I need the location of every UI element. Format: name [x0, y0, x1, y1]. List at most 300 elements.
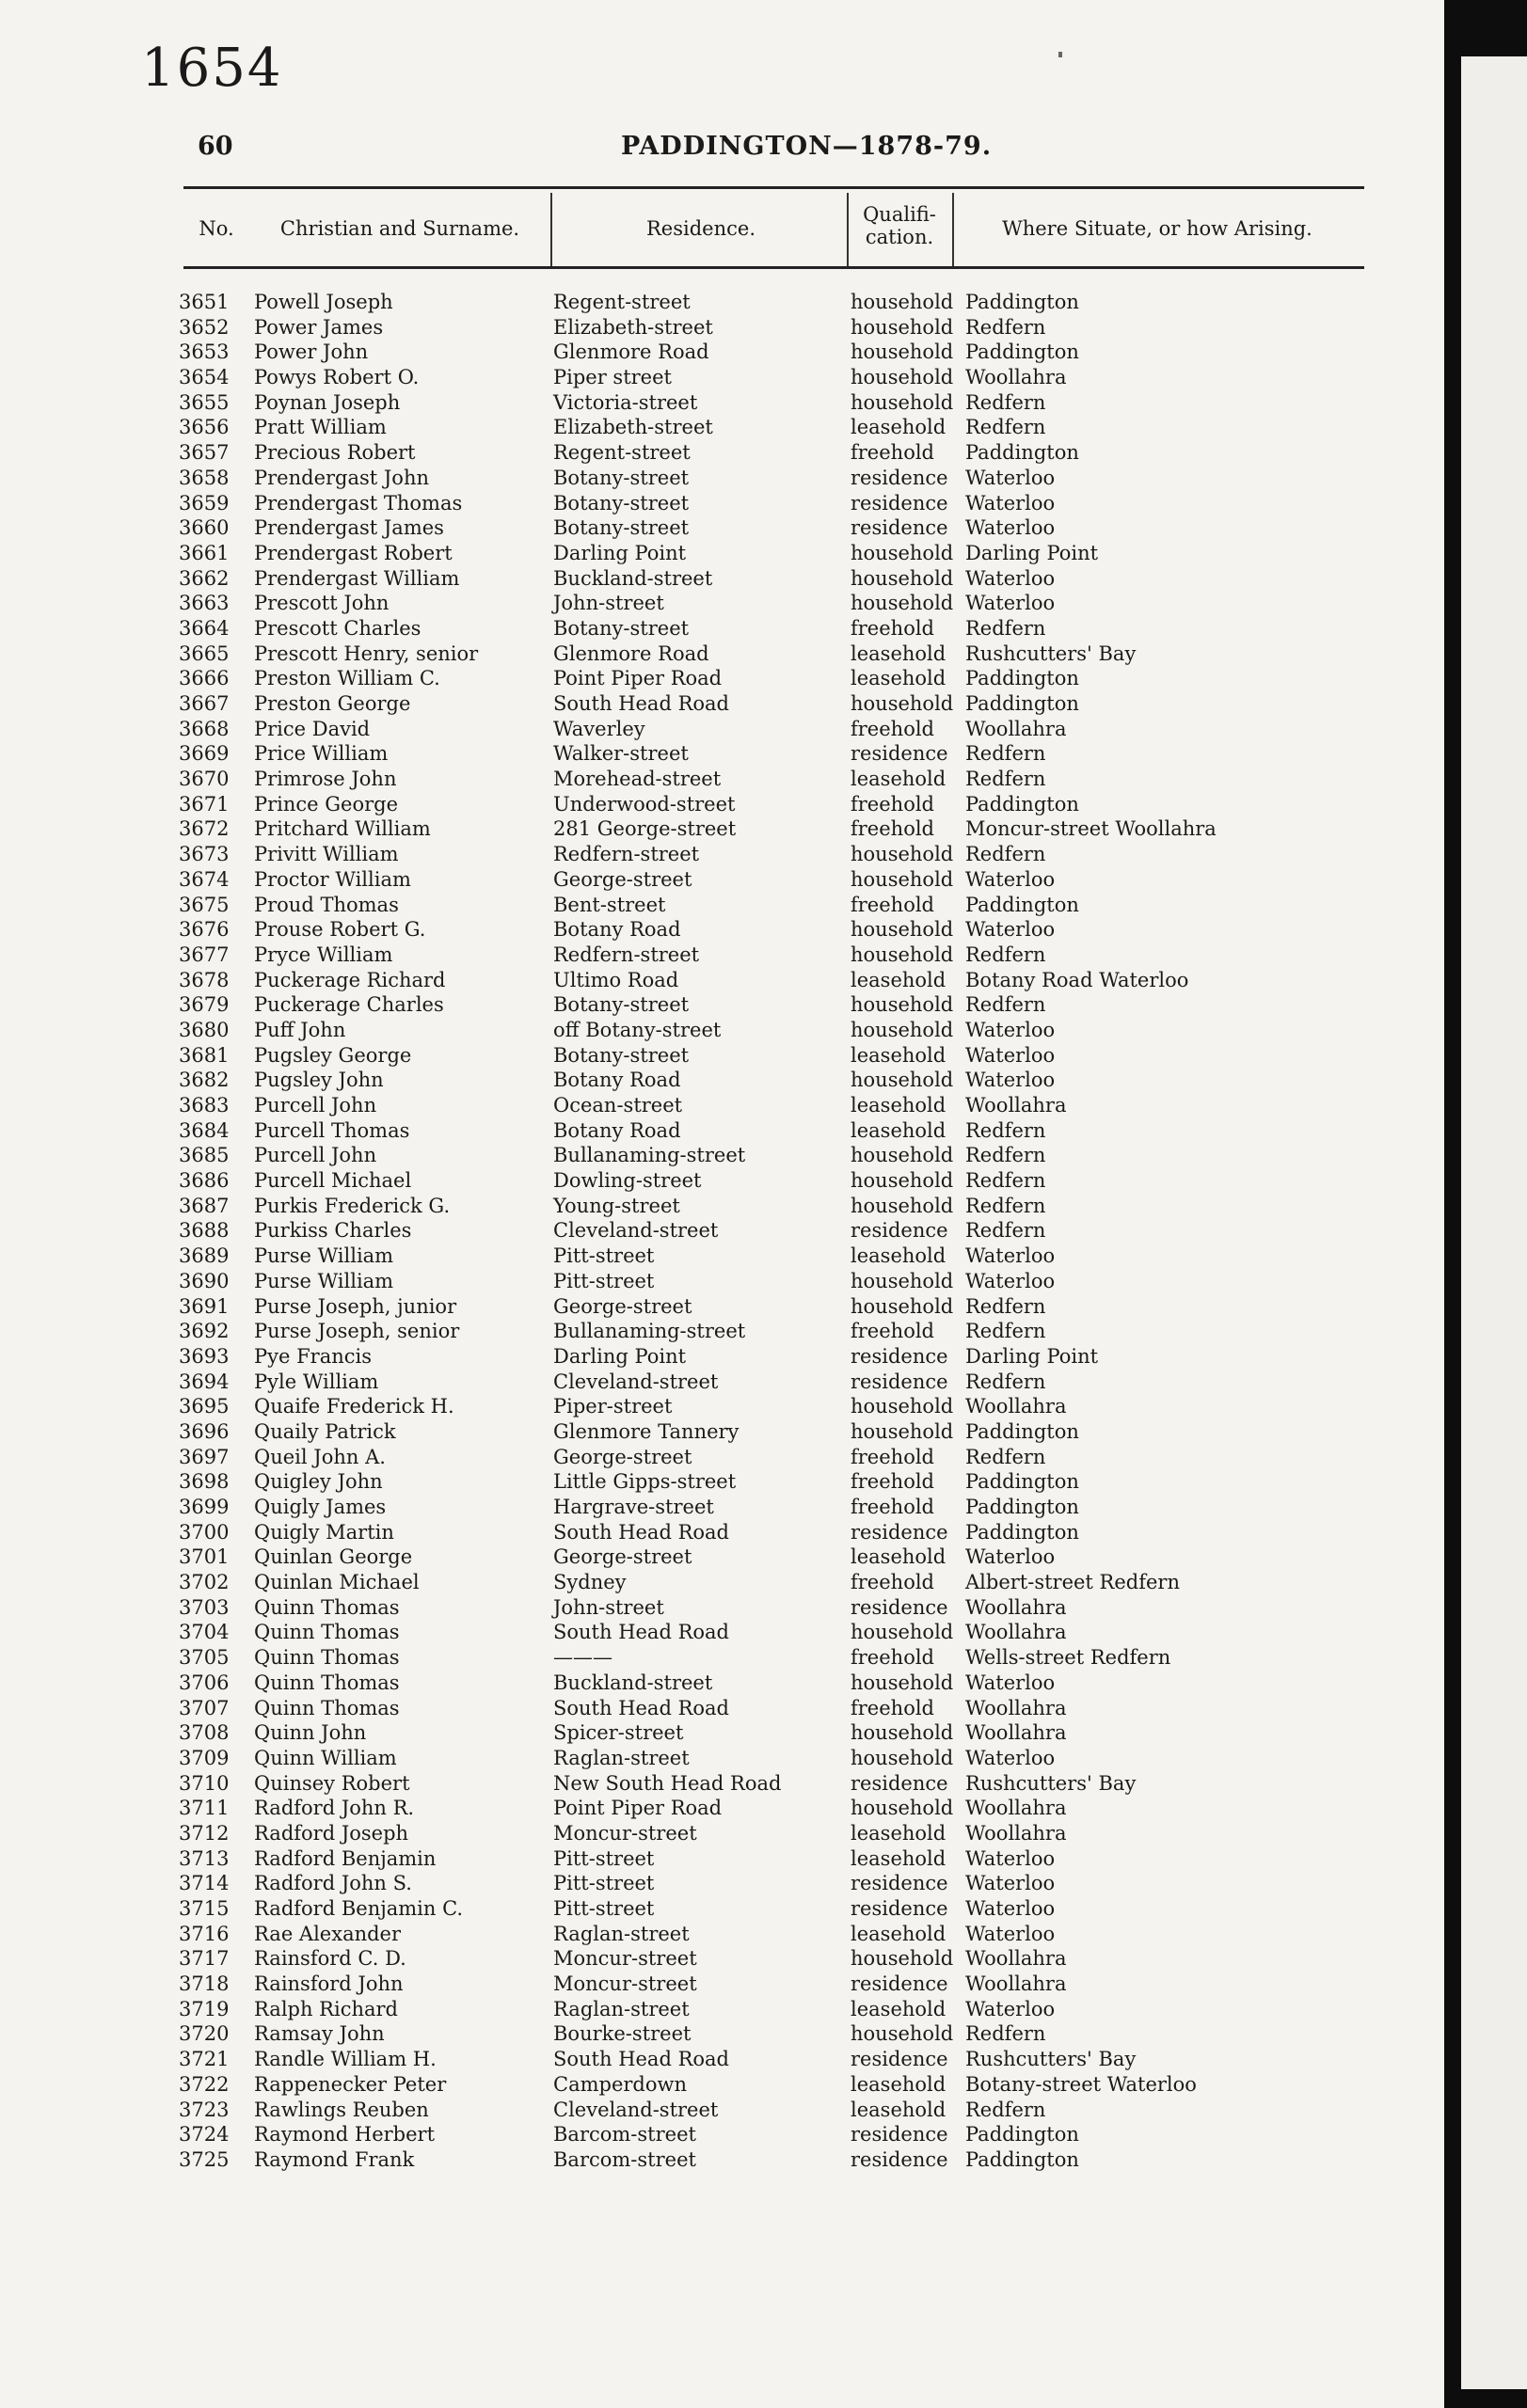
table-row [0, 1294, 1444, 1320]
entry-qualification: freehold [851, 717, 934, 740]
entry-number: 3685 [179, 1144, 230, 1167]
entry-qualification: household [851, 943, 954, 966]
entry-number: 3675 [179, 893, 230, 916]
entry-where: Woollahra [965, 1395, 1067, 1418]
entry-number: 3715 [179, 1897, 230, 1920]
entry-name: Prince George [254, 792, 399, 816]
entry-qualification: residence [851, 491, 948, 515]
adjacent-page [1461, 56, 1527, 2389]
entry-number: 3689 [179, 1244, 230, 1268]
entry-name: Pugsley George [254, 1043, 412, 1067]
entry-name: Proud Thomas [254, 893, 399, 916]
table-row [0, 2072, 1444, 2098]
entry-residence: South Head Road [553, 1520, 729, 1544]
entry-where: Waterloo [965, 516, 1056, 540]
entry-name: Quinn Thomas [254, 1595, 400, 1619]
entry-number: 3660 [179, 516, 230, 540]
entry-name: Prouse Robert G. [254, 918, 426, 942]
entry-residence: Glenmore Road [553, 642, 709, 665]
table-row [0, 1194, 1444, 1219]
entry-name: Raymond Frank [254, 2147, 415, 2171]
entry-qualification: household [851, 867, 954, 891]
table-row [0, 2098, 1444, 2123]
entry-qualification: household [851, 1194, 954, 1217]
table-row [0, 2021, 1444, 2047]
table-row [0, 1896, 1444, 1922]
entry-name: Purse Joseph, junior [254, 1294, 457, 1318]
table-row [0, 842, 1444, 867]
entry-residence: South Head Road [553, 2048, 729, 2071]
entry-name: Puckerage Charles [254, 993, 444, 1017]
entry-qualification: household [851, 692, 954, 715]
entry-name: Rae Alexander [254, 1922, 402, 1945]
entry-name: Purcell Michael [254, 1169, 412, 1193]
entry-number: 3690 [179, 1269, 230, 1292]
entry-qualification: freehold [851, 792, 934, 816]
entry-name: Purkiss Charles [254, 1219, 412, 1243]
entry-name: Preston William C. [254, 667, 440, 690]
table-row [0, 415, 1444, 440]
entry-qualification: household [851, 1169, 954, 1193]
entry-name: Pritchard William [254, 817, 431, 841]
entry-residence: Raglan-street [553, 1997, 690, 2020]
table-row [0, 917, 1444, 943]
entry-residence: Regent-street [553, 441, 691, 465]
entry-number: 3712 [179, 1821, 230, 1845]
header-name: Christian and Surname. [279, 217, 520, 240]
entry-name: Radford Joseph [254, 1821, 409, 1845]
table-row [0, 1645, 1444, 1671]
entry-number: 3674 [179, 867, 230, 891]
entry-where: Waterloo [965, 1671, 1056, 1694]
entry-residence: Point Piper Road [553, 667, 723, 690]
entry-number: 3708 [179, 1721, 230, 1745]
entry-qualification: leasehold [851, 1997, 946, 2020]
entry-qualification: household [851, 315, 954, 339]
entry-where: Redfern [965, 1169, 1046, 1193]
entry-name: Prendergast John [254, 466, 429, 489]
entry-number: 3667 [179, 692, 230, 715]
table-row [0, 792, 1444, 817]
entry-qualification: leasehold [851, 768, 946, 791]
entry-qualification: freehold [851, 616, 934, 640]
entry-where: Waterloo [965, 566, 1056, 590]
entry-qualification: household [851, 541, 954, 564]
entry-name: Precious Robert [254, 441, 416, 465]
entry-qualification: residence [851, 1219, 948, 1243]
entry-where: Botany Road Waterloo [965, 968, 1189, 991]
entry-residence: Bullanaming-street [553, 1320, 746, 1343]
table-row [0, 365, 1444, 390]
entry-qualification: household [851, 592, 954, 615]
entry-residence: Sydney [553, 1571, 627, 1594]
entry-where: Woollahra [965, 1094, 1067, 1117]
entry-name: Preston George [254, 692, 411, 715]
table-row [0, 1093, 1444, 1118]
entry-residence: Underwood-street [553, 792, 736, 816]
entry-name: Pryce William [254, 943, 393, 966]
entry-where: Redfern [965, 1144, 1046, 1167]
entry-number: 3659 [179, 491, 230, 515]
entry-residence: South Head Road [553, 1696, 729, 1719]
entry-number: 3679 [179, 993, 230, 1017]
entry-number: 3658 [179, 466, 230, 489]
entry-qualification: household [851, 918, 954, 942]
entry-where: Redfern [965, 768, 1046, 791]
entry-qualification: household [851, 1395, 954, 1418]
entry-qualification: household [851, 291, 954, 313]
header-residence: Residence. [646, 217, 756, 240]
entry-residence: Darling Point [553, 1344, 687, 1368]
entry-name: Prendergast Robert [254, 541, 453, 564]
entry-name: Prendergast James [254, 516, 444, 540]
entry-qualification: residence [851, 1370, 948, 1393]
entry-residence: 281 George-street [553, 817, 737, 841]
entry-qualification: leasehold [851, 1545, 946, 1569]
entry-name: Purse William [254, 1269, 394, 1292]
entry-number: 3701 [179, 1545, 230, 1569]
table-row [0, 541, 1444, 566]
header-rule-bottom [183, 266, 1364, 269]
table-row [0, 1620, 1444, 1645]
entry-where: Paddington [965, 893, 1079, 916]
entry-where: Woollahra [965, 1947, 1067, 1971]
entry-name: Quaily Patrick [254, 1419, 396, 1443]
table-row [0, 1922, 1444, 1947]
entry-residence: ——— [553, 1646, 612, 1670]
entry-number: 3724 [179, 2123, 230, 2147]
entry-where: Redfern [965, 2098, 1046, 2121]
entry-qualification: freehold [851, 1496, 934, 1518]
table-row [0, 2122, 1444, 2147]
table-row [0, 2147, 1444, 2173]
entry-residence: Botany-street [553, 616, 690, 640]
entry-name: Prescott Charles [254, 616, 422, 640]
entry-residence: George-street [553, 1445, 692, 1468]
entry-qualification: residence [851, 1344, 948, 1368]
entry-name: Pyle William [254, 1370, 379, 1393]
entry-number: 3651 [179, 291, 230, 313]
table-row [0, 1796, 1444, 1821]
entry-residence: New South Head Road [553, 1771, 782, 1795]
entry-qualification: leasehold [851, 1043, 946, 1067]
register-table [0, 290, 1444, 2173]
entry-where: Paddington [965, 692, 1079, 715]
entry-where: Redfern [965, 1294, 1046, 1318]
page-title: PADDINGTON—1878-79. [621, 132, 993, 161]
entry-name: Quinn Thomas [254, 1646, 400, 1670]
entry-qualification: freehold [851, 1646, 934, 1670]
table-row [0, 1696, 1444, 1721]
entry-residence: off Botany-street [553, 1018, 722, 1041]
table-row [0, 1946, 1444, 1972]
entry-qualification: residence [851, 2147, 948, 2171]
entry-residence: Elizabeth-street [553, 416, 713, 439]
entry-residence: Glenmore Road [553, 341, 709, 364]
entry-where: Waterloo [965, 1069, 1056, 1092]
entry-name: Quaife Frederick H. [254, 1395, 454, 1418]
entry-residence: Bent-street [553, 893, 666, 916]
entry-residence: Redfern-street [553, 843, 700, 866]
entry-residence: Cleveland-street [553, 2098, 719, 2121]
entry-number: 3717 [179, 1947, 230, 1971]
entry-number: 3668 [179, 717, 230, 740]
entry-residence: George-street [553, 1545, 692, 1569]
entry-name: Raymond Herbert [254, 2123, 436, 2147]
entry-qualification: leasehold [851, 1922, 946, 1945]
entry-where: Darling Point [965, 1344, 1099, 1368]
entry-number: 3652 [179, 315, 230, 339]
entry-name: Quigly James [254, 1496, 387, 1518]
entry-number: 3702 [179, 1571, 230, 1594]
entry-residence: Pitt-street [553, 1872, 655, 1895]
entry-number: 3682 [179, 1069, 230, 1092]
table-row [0, 1746, 1444, 1771]
entry-name: Ramsay John [254, 2022, 385, 2046]
entry-residence: Raglan-street [553, 1746, 690, 1769]
entry-name: Randle William H. [254, 2048, 437, 2071]
entry-residence: Camperdown [553, 2072, 687, 2096]
entry-residence: Pitt-street [553, 1244, 655, 1268]
entry-number: 3664 [179, 616, 230, 640]
entry-name: Quinn William [254, 1746, 397, 1769]
entry-number: 3710 [179, 1771, 230, 1795]
entry-where: Paddington [965, 1496, 1079, 1518]
entry-name: Purcell John [254, 1094, 377, 1117]
entry-where: Paddington [965, 2123, 1079, 2147]
entry-number: 3722 [179, 2072, 230, 2096]
table-row [0, 968, 1444, 993]
entry-residence: Buckland-street [553, 1671, 713, 1694]
entry-name: Puff John [254, 1018, 346, 1041]
entry-number: 3709 [179, 1746, 230, 1769]
entry-where: Redfern [965, 993, 1046, 1017]
entry-qualification: leasehold [851, 1118, 946, 1142]
entry-where: Paddington [965, 291, 1079, 313]
entry-name: Purkis Frederick G. [254, 1194, 451, 1217]
entry-name: Queil John A. [254, 1445, 386, 1468]
entry-number: 3653 [179, 341, 230, 364]
entry-residence: Barcom-street [553, 2123, 696, 2147]
entry-number: 3695 [179, 1395, 230, 1418]
entry-where: Wells-street Redfern [965, 1646, 1171, 1670]
table-row [0, 741, 1444, 767]
entry-where: Redfern [965, 1320, 1046, 1343]
entry-name: Prendergast Thomas [254, 491, 463, 515]
header-qualification-line1: Qualifi- [863, 203, 936, 226]
entry-name: Quinn Thomas [254, 1671, 400, 1694]
table-row [0, 1269, 1444, 1294]
entry-qualification: household [851, 1947, 954, 1971]
entry-qualification: freehold [851, 1571, 934, 1594]
entry-residence: John-street [553, 592, 664, 615]
entry-name: Quinsey Robert [254, 1771, 410, 1795]
entry-number: 3706 [179, 1671, 230, 1694]
entry-residence: Pitt-street [553, 1897, 655, 1920]
entry-number: 3669 [179, 742, 230, 766]
entry-number: 3657 [179, 441, 230, 465]
entry-number: 3697 [179, 1445, 230, 1468]
entry-name: Quinn John [254, 1721, 367, 1745]
entry-where: Waterloo [965, 592, 1056, 615]
entry-qualification: residence [851, 466, 948, 489]
entry-qualification: leasehold [851, 667, 946, 690]
entry-qualification: household [851, 366, 954, 389]
table-row [0, 1143, 1444, 1168]
entry-qualification: household [851, 1269, 954, 1292]
entry-number: 3676 [179, 918, 230, 942]
table-row [0, 1495, 1444, 1520]
adjacent-page-edge [1444, 0, 1527, 2408]
entry-where: Waterloo [965, 1244, 1056, 1268]
entry-number: 3696 [179, 1419, 230, 1443]
entry-name: Radford Benjamin C. [254, 1897, 464, 1920]
entry-qualification: freehold [851, 1696, 934, 1719]
entry-where: Rushcutters' Bay [965, 642, 1137, 665]
table-row [0, 1821, 1444, 1846]
entry-where: Redfern [965, 843, 1046, 866]
table-row [0, 1720, 1444, 1746]
entry-name: Privitt William [254, 843, 399, 866]
entry-number: 3666 [179, 667, 230, 690]
entry-name: Proctor William [254, 867, 411, 891]
entry-residence: Botany Road [553, 1118, 681, 1142]
entry-residence: Botany-street [553, 516, 690, 540]
entry-where: Paddington [965, 441, 1079, 465]
entry-qualification: household [851, 2022, 954, 2046]
entry-where: Waterloo [965, 1269, 1056, 1292]
entry-residence: Buckland-street [553, 566, 713, 590]
entry-residence: Walker-street [553, 742, 689, 766]
entry-residence: Waverley [553, 717, 645, 740]
entry-name: Prendergast William [254, 566, 460, 590]
entry-where: Waterloo [965, 1997, 1056, 2020]
entry-where: Waterloo [965, 1872, 1056, 1895]
entry-qualification: leasehold [851, 1244, 946, 1268]
entry-number: 3665 [179, 642, 230, 665]
entry-name: Quinlan Michael [254, 1571, 420, 1594]
entry-qualification: residence [851, 1520, 948, 1544]
entry-residence: Barcom-street [553, 2147, 696, 2171]
folio-number: 60 [198, 132, 233, 161]
entry-number: 3686 [179, 1169, 230, 1193]
entry-residence: Redfern-street [553, 943, 700, 966]
entry-name: Purcell Thomas [254, 1118, 410, 1142]
entry-number: 3672 [179, 817, 230, 841]
entry-name: Prescott John [254, 592, 390, 615]
entry-qualification: freehold [851, 1470, 934, 1494]
entry-qualification: leasehold [851, 2098, 946, 2121]
entry-number: 3721 [179, 2048, 230, 2071]
entry-where: Waterloo [965, 1018, 1056, 1041]
entry-number: 3680 [179, 1018, 230, 1041]
table-row [0, 290, 1444, 315]
entry-where: Waterloo [965, 1545, 1056, 1569]
entry-number: 3693 [179, 1344, 230, 1368]
entry-name: Prescott Henry, senior [254, 642, 479, 665]
entry-where: Redfern [965, 315, 1046, 339]
header-no: No. [199, 217, 234, 240]
entry-qualification: leasehold [851, 1821, 946, 1845]
entry-number: 3723 [179, 2098, 230, 2121]
entry-number: 3654 [179, 366, 230, 389]
table-row [0, 691, 1444, 717]
table-row [0, 340, 1444, 365]
entry-number: 3714 [179, 1872, 230, 1895]
table-row [0, 315, 1444, 341]
entry-residence: Botany Road [553, 1069, 681, 1092]
entry-where: Waterloo [965, 466, 1056, 489]
page-number: 1654 [141, 38, 283, 99]
entry-number: 3700 [179, 1520, 230, 1544]
entry-qualification: leasehold [851, 968, 946, 991]
entry-name: Puckerage Richard [254, 968, 446, 991]
entry-qualification: freehold [851, 893, 934, 916]
table-row [0, 440, 1444, 466]
entry-qualification: household [851, 1721, 954, 1745]
entry-residence: George-street [553, 1294, 692, 1318]
entry-residence: Bourke-street [553, 2022, 692, 2046]
table-row [0, 1394, 1444, 1419]
entry-where: Waterloo [965, 1922, 1056, 1945]
table-row [0, 1118, 1444, 1144]
entry-qualification: leasehold [851, 1094, 946, 1117]
table-row [0, 1771, 1444, 1797]
entry-residence: Hargrave-street [553, 1496, 714, 1518]
entry-number: 3684 [179, 1118, 230, 1142]
entry-qualification: household [851, 843, 954, 866]
entry-residence: Botany-street [553, 491, 690, 515]
entry-name: Power James [254, 315, 384, 339]
entry-where: Redfern [965, 1219, 1046, 1243]
entry-residence: Young-street [553, 1194, 680, 1217]
entry-residence: Spicer-street [553, 1721, 684, 1745]
entry-number: 3699 [179, 1496, 230, 1518]
entry-where: Rushcutters' Bay [965, 2048, 1137, 2071]
entry-name: Radford Benjamin [254, 1846, 437, 1870]
entry-number: 3670 [179, 768, 230, 791]
entry-residence: Victoria-street [553, 390, 698, 414]
entry-residence: Botany-street [553, 466, 690, 489]
entry-residence: Pitt-street [553, 1846, 655, 1870]
entry-residence: Morehead-street [553, 768, 722, 791]
table-row [0, 666, 1444, 691]
entry-qualification: household [851, 1746, 954, 1769]
entry-where: Paddington [965, 341, 1079, 364]
column-divider [550, 193, 552, 266]
entry-residence: Darling Point [553, 541, 687, 564]
table-row [0, 1871, 1444, 1896]
entry-where: Waterloo [965, 1897, 1056, 1920]
entry-qualification: leasehold [851, 2072, 946, 2096]
entry-where: Redfern [965, 1194, 1046, 1217]
table-row [0, 466, 1444, 491]
entry-number: 3673 [179, 843, 230, 866]
entry-name: Price William [254, 742, 389, 766]
header-where: Where Situate, or how Arising. [1002, 217, 1312, 240]
entry-number: 3720 [179, 2022, 230, 2046]
entry-where: Paddington [965, 792, 1079, 816]
entry-qualification: household [851, 993, 954, 1017]
entry-where: Woollahra [965, 1696, 1067, 1719]
table-row [0, 1570, 1444, 1595]
entry-where: Paddington [965, 1470, 1079, 1494]
entry-qualification: household [851, 1671, 954, 1694]
entry-qualification: leasehold [851, 416, 946, 439]
table-row [0, 1846, 1444, 1872]
entry-qualification: residence [851, 2048, 948, 2071]
entry-where: Redfern [965, 1370, 1046, 1393]
